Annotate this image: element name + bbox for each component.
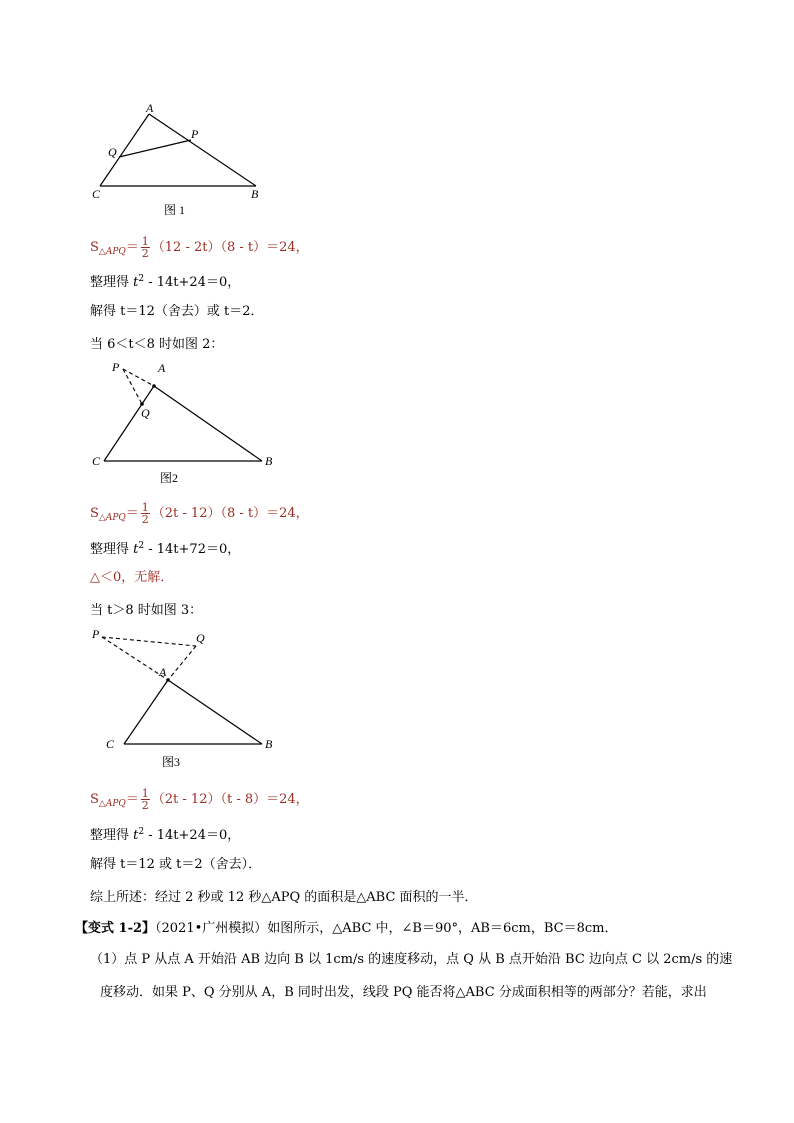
fraction-numerator: 1	[141, 501, 149, 514]
area-subscript: △APQ	[98, 247, 126, 257]
area-subscript: △APQ	[98, 799, 126, 809]
variable-t: t	[133, 275, 139, 290]
point-label-p: P	[112, 360, 120, 374]
dashed-pq	[102, 637, 196, 646]
exponent: 2	[138, 274, 145, 284]
exponent: 2	[138, 827, 145, 837]
point-label-a: A	[158, 361, 166, 375]
variant-text: （2021•广州模拟）如图所示，△ABC 中，∠B＝90°，AB＝6cm，BC＝8cm．	[155, 921, 618, 936]
fraction-numerator: 1	[141, 787, 149, 800]
fraction	[141, 788, 150, 811]
case1-area-equation: $S_{\triangle APQ}=$ $\frac{1}{2}$ （12 - 2t）（8 - t）＝24，	[90, 235, 309, 260]
point-label-a: A	[159, 665, 167, 679]
figure-2-caption: 图2	[160, 471, 179, 485]
variable-t: t	[133, 542, 139, 557]
figure-1	[86, 98, 276, 220]
point-label-q: Q	[108, 145, 117, 159]
simplify-prefix: 整理得	[90, 275, 134, 290]
variant-label: 【变式 1-2】	[75, 921, 156, 936]
area-expression: （2t - 12）（t - 8）＝24，	[151, 792, 309, 807]
figure-1-caption: 图 1	[164, 203, 186, 217]
fraction-denominator: 2	[141, 247, 149, 260]
fraction	[141, 236, 150, 259]
figure-3	[86, 624, 286, 772]
dashed-qa	[168, 646, 196, 680]
case1-solve: 解得 t＝12（舍去）或 t＝2．	[90, 304, 264, 319]
point-a-dot	[166, 678, 170, 682]
area-expression: （12 - 2t）（8 - t）＝24，	[151, 240, 309, 255]
point-label-q: Q	[196, 631, 205, 645]
case2-condition: 当 6＜t＜8 时如图 2：	[90, 337, 224, 352]
point-label-c: C	[106, 737, 115, 751]
variable-t: t	[133, 828, 139, 843]
fraction-denominator: 2	[141, 799, 149, 812]
side-ab	[168, 680, 262, 744]
simplify-expression: - 14t+24＝0，	[144, 275, 241, 290]
case2-result: △＜0，无解．	[90, 570, 174, 585]
point-label-q: Q	[141, 406, 150, 420]
case3-condition: 当 t＞8 时如图 3：	[90, 603, 203, 618]
case3-simplify	[90, 823, 240, 845]
point-label-c: C	[92, 454, 101, 468]
point-a-dot	[152, 384, 156, 388]
exponent: 2	[138, 541, 145, 551]
side-ca	[104, 386, 154, 461]
simplify-expression: - 14t+24＝0，	[144, 828, 241, 843]
area-symbol: S	[90, 506, 99, 521]
simplify-expression: - 14t+72＝0，	[144, 542, 241, 557]
point-label-b: B	[265, 737, 273, 751]
side-ca	[124, 680, 168, 744]
point-label-a: A	[146, 101, 154, 115]
simplify-prefix: 整理得	[90, 542, 134, 557]
area-subscript: △APQ	[98, 513, 126, 523]
case2-area-equation: $S_{\triangle APQ}=$ $\frac{1}{2}$ （2t - 12）（8 - t）＝24，	[90, 501, 309, 526]
fraction-numerator: 1	[141, 235, 149, 248]
case3-area-equation: $S_{\triangle APQ}=$ $\frac{1}{2}$ （2t - 12）（t - 8）＝24，	[90, 787, 309, 812]
point-label-b: B	[265, 454, 273, 468]
case2-simplify	[90, 537, 240, 559]
question-line-2: 度移动．如果 P、Q 分别从 A，B 同时出发，线段 PQ 能否将△ABC 分成面积相等的两部分？若能，求出	[100, 985, 707, 1000]
area-symbol: S	[90, 240, 99, 255]
simplify-prefix: 整理得	[90, 828, 134, 843]
area-symbol: S	[90, 792, 99, 807]
summary: 综上所述：经过 2 秒或 12 秒△APQ 的面积是△ABC 面积的一半．	[90, 890, 478, 905]
point-label-p: P	[191, 127, 199, 141]
variant-heading	[75, 920, 617, 938]
area-expression: （2t - 12）（8 - t）＝24，	[151, 506, 309, 521]
case3-solve: 解得 t＝12 或 t＝2（舍去）．	[90, 857, 262, 872]
point-label-b: B	[251, 187, 259, 201]
point-label-c: C	[92, 187, 101, 201]
case1-simplify	[90, 270, 240, 292]
question-line-1: （1）点 P 从点 A 开始沿 AB 边向 B 以 1cm/s 的速度移动，点 Q 从 B 点开始沿 BC 边向点 C 以 2cm/s 的速	[90, 952, 733, 967]
figure-3-caption: 图3	[162, 755, 181, 769]
figure-2	[86, 358, 286, 488]
fraction-denominator: 2	[141, 513, 149, 526]
side-ab	[149, 114, 256, 186]
point-label-p: P	[92, 627, 100, 641]
fraction	[141, 502, 150, 525]
side-ab	[154, 386, 262, 461]
